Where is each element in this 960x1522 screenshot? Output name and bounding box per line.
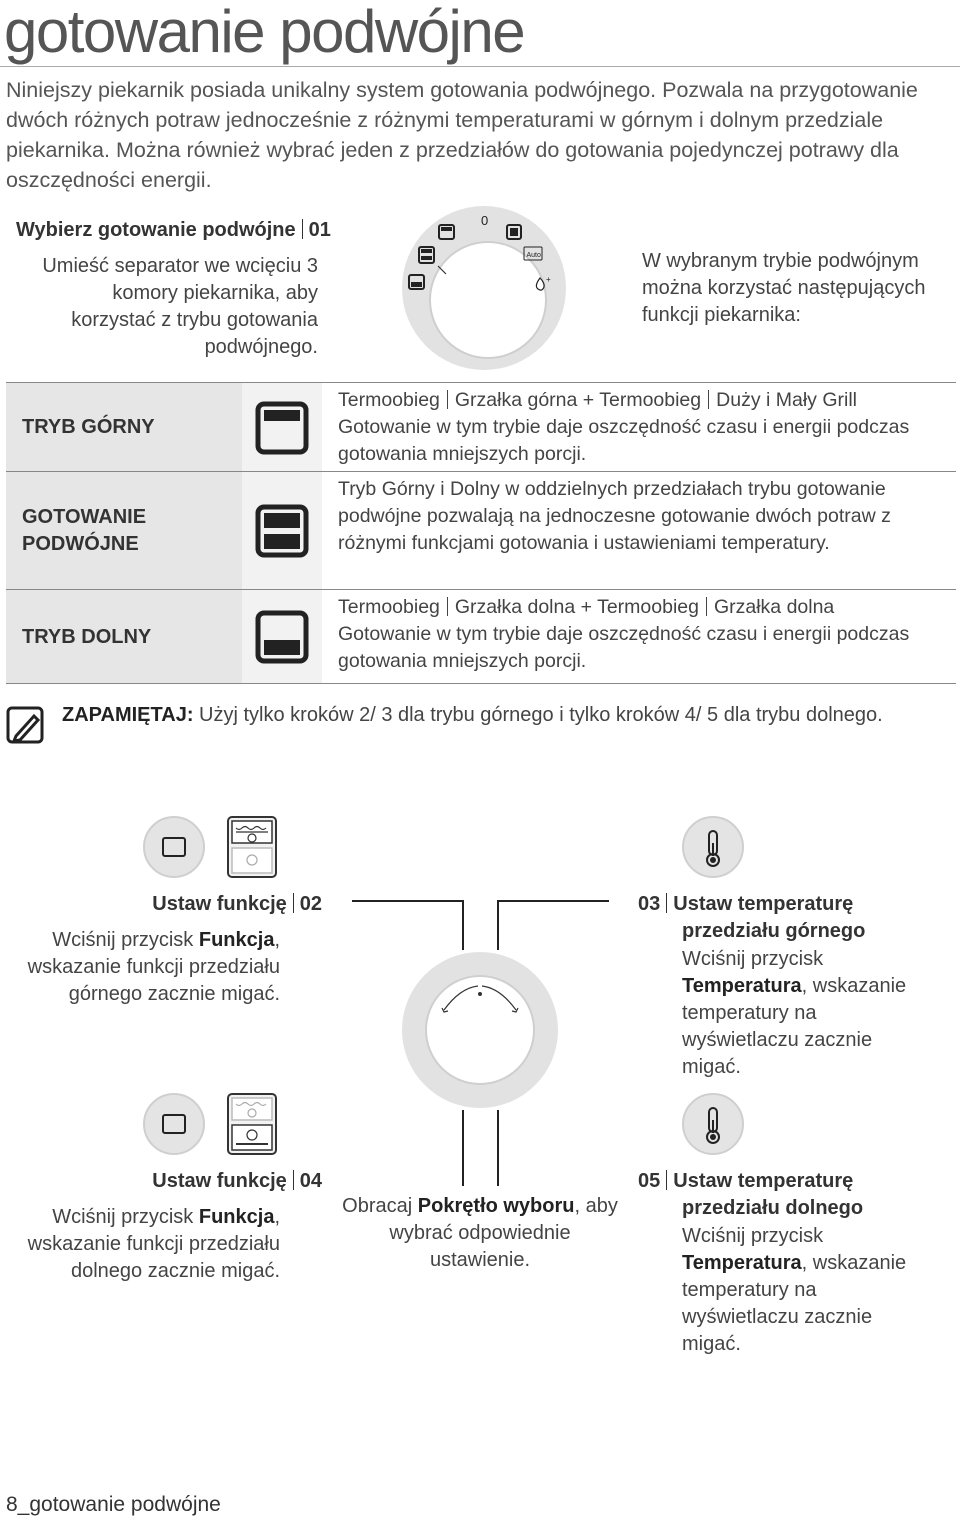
- lower-mode-icon-cell: [242, 590, 322, 684]
- step01-number: 01: [308, 219, 331, 241]
- mode-label-twin-text: GOTOWANIE PODWÓJNE: [22, 506, 147, 555]
- twin-oven-icon: [255, 504, 309, 558]
- intro-paragraph: Niniejszy piekarnik posiada unikalny system gotowania podwójnego. Pozwala na przygotowanie dwóch różnych potraw jednocześnie z różnymi temperaturami w górnym i dolnym przedziale piekarnika. Można również wybrać jeden z przedziałów do gotowania pojedynczej potrawy dla oszczędności energii.: [6, 78, 918, 192]
- step03-text-before: Wciśnij przycisk: [682, 948, 824, 970]
- separator-bar: [447, 390, 448, 409]
- function-button-name: Funkcja: [198, 1206, 275, 1228]
- function-item: Grzałka górna + Termoobieg: [454, 389, 702, 411]
- step03-text: [682, 946, 932, 1081]
- upper-functions: [338, 387, 938, 414]
- function-button-icon: [142, 815, 206, 879]
- step05-heading: [638, 1170, 853, 1193]
- mode-desc-upper: [338, 387, 938, 468]
- step04-text: [4, 1204, 280, 1285]
- note-label: ZAPAMIĘTAJ:: [62, 704, 194, 726]
- step04-heading-text: Ustaw funkcję: [152, 1170, 287, 1192]
- upper-function-display-icon: [226, 815, 278, 879]
- twin-mode-icon-cell: [242, 472, 322, 590]
- table-bottom-rule: [6, 683, 956, 684]
- note-icon: [6, 706, 46, 746]
- svg-text:+: +: [546, 275, 551, 284]
- separator-bar: [302, 219, 303, 239]
- step03-heading: [638, 893, 853, 916]
- temperature-button-name: Temperatura: [682, 1252, 802, 1274]
- step03-heading-text: Ustaw temperaturę: [673, 893, 854, 915]
- mode-row-upper: [6, 382, 956, 472]
- upper-mode-icon-cell: [242, 383, 322, 472]
- step05-heading-text: Ustaw temperaturę: [673, 1170, 854, 1192]
- step04-number: 04: [299, 1170, 322, 1192]
- mode-label-upper: TRYB GÓRNY: [6, 383, 242, 472]
- mode-desc-twin: Tryb Górny i Dolny w oddzielnych przedziałach trybu gotowanie podwójne pozwalają na jednoczesne gotowanie dwóch potraw z różnymi funkcjami gotowania i ustawieniami temperatury.: [338, 478, 891, 554]
- step05-text-before: Wciśnij przycisk: [682, 1225, 824, 1247]
- knob-text-after: , aby wybrać odpowiednie ustawienie.: [389, 1195, 618, 1271]
- mode-desc-lower: [338, 594, 938, 675]
- function-item: Grzałka dolna + Termoobieg: [454, 596, 699, 618]
- knob-instruction: [340, 1193, 620, 1274]
- lower-description: Gotowanie w tym trybie daje oszczędność czasu i energii podczas gotowania mniejszych porcji.: [338, 623, 910, 672]
- mode-label-lower: TRYB DOLNY: [6, 590, 242, 684]
- step05-text: [682, 1223, 932, 1358]
- step04-text-before: Wciśnij przycisk: [52, 1206, 199, 1228]
- step03-number: 03: [638, 893, 661, 915]
- mode-row-twin: [6, 471, 956, 590]
- upper-oven-icon: [255, 401, 309, 455]
- auto-label: Auto: [526, 252, 541, 259]
- note-body: Użyj tylko kroków 2/ 3 dla trybu górnego i tylko kroków 4/ 5 dla trybu dolnego.: [199, 704, 883, 726]
- function-item: Termoobieg: [338, 596, 440, 618]
- function-item: Termoobieg: [338, 389, 440, 411]
- step01-heading-text: Wybierz gotowanie podwójne: [16, 219, 296, 241]
- note-text: [62, 702, 942, 729]
- dial-zero-label: 0: [481, 213, 489, 228]
- step02-text-before: Wciśnij przycisk: [52, 929, 199, 951]
- lower-functions: [338, 594, 938, 621]
- leader-line-top-left-drop: [462, 900, 464, 950]
- temperature-button-icon: [681, 1092, 745, 1156]
- page-title: gotowanie podwójne: [4, 0, 525, 65]
- mode-dial-illustration: [400, 204, 568, 372]
- step04-text-after: , wskazanie funkcji przedziału dolnego zacznie migać.: [27, 1206, 280, 1282]
- leader-line-top-left: [352, 900, 464, 902]
- upper-description: Gotowanie w tym trybie daje oszczędność czasu i energii podczas gotowania mniejszych porcji.: [338, 416, 910, 465]
- step04-heading: [30, 1170, 322, 1193]
- step05-text-after: , wskazanie temperatury na wyświetlaczu zacznie migać.: [682, 1252, 907, 1355]
- step01-heading: [16, 219, 331, 242]
- separator-bar: [706, 597, 707, 616]
- mode-intro-text: W wybranym trybie podwójnym można korzystać następujących funkcji piekarnika:: [642, 250, 926, 326]
- step03-heading-line2: przedziału górnego: [682, 920, 866, 942]
- mode-label-twin: [6, 472, 242, 590]
- separator-bar: [708, 390, 709, 409]
- separator-bar: [666, 893, 667, 913]
- function-button-icon: [142, 1092, 206, 1156]
- leader-line-bottom-right: [497, 1110, 499, 1186]
- title-rule: [0, 66, 960, 67]
- function-button-name: Funkcja: [198, 929, 275, 951]
- temperature-button-icon: [681, 815, 745, 879]
- knob-text-before: Obracaj: [342, 1195, 418, 1217]
- page-footer: 8_gotowanie podwójne: [6, 1493, 221, 1516]
- step02-heading: [30, 893, 322, 916]
- separator-bar: [447, 597, 448, 616]
- separator-bar: [666, 1170, 667, 1190]
- step05-heading-line2: przedziału dolnego: [682, 1197, 864, 1219]
- selector-knob-illustration: [400, 950, 560, 1110]
- leader-line-top-right: [497, 900, 609, 902]
- function-item: Grzałka dolna: [713, 596, 835, 618]
- step02-text-after: , wskazanie funkcji przedziału górnego zacznie migać.: [27, 929, 280, 1005]
- leader-line-top-right-drop: [497, 900, 499, 950]
- step05-number: 05: [638, 1170, 661, 1192]
- mode-row-lower: [6, 589, 956, 684]
- separator-bar: [293, 893, 294, 913]
- function-item: Duży i Mały Grill: [716, 389, 857, 411]
- step03-text-after: , wskazanie temperatury na wyświetlaczu zacznie migać.: [682, 975, 907, 1078]
- separator-bar: [293, 1170, 294, 1190]
- temperature-button-name: Temperatura: [682, 975, 802, 997]
- step02-text: [4, 927, 280, 1008]
- selector-knob-name: Pokrętło wyboru: [417, 1195, 575, 1217]
- lower-oven-icon: [255, 610, 309, 664]
- step01-text: Umieść separator we wcięciu 3 komory piekarnika, aby korzystać z trybu gotowania podwójnego.: [42, 255, 318, 358]
- lower-function-display-icon: [226, 1092, 278, 1156]
- step02-heading-text: Ustaw funkcję: [152, 893, 287, 915]
- step02-number: 02: [299, 893, 322, 915]
- leader-line-bottom-left: [462, 1110, 464, 1186]
